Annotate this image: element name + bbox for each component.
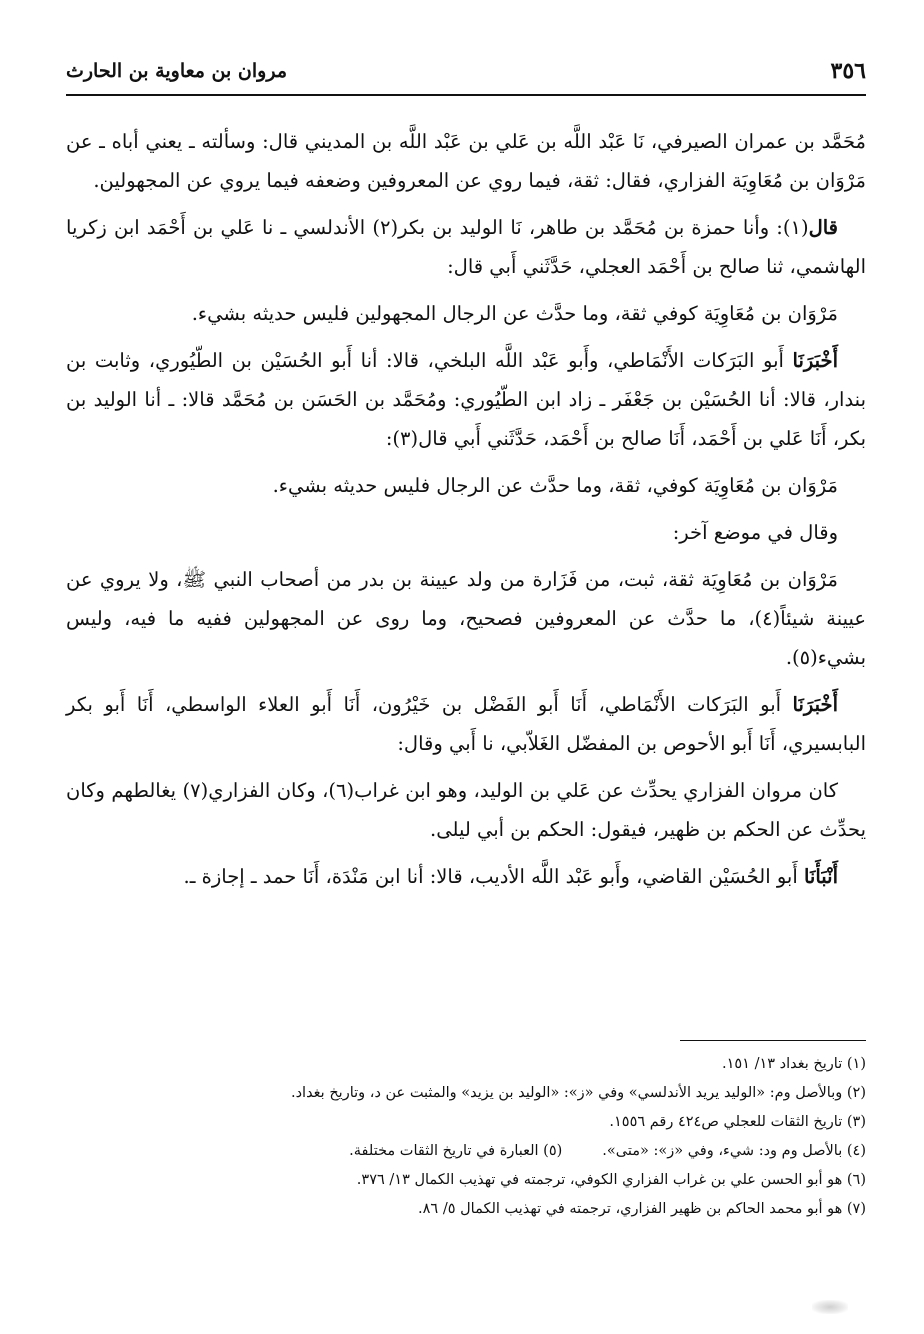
footnote-3: (٣) تاريخ الثقات للعجلي ص٤٢٤ رقم ١٥٥٦. [609,1114,866,1130]
paragraph-4 [66,341,866,458]
footnote-4: (٤) بالأصل وم ود: شيء، وفي «ز»: «متى». [602,1143,866,1159]
paragraph-text: أَبو الحُسَيْن القاضي، وأَبو عَبْد اللَّه الأديب، قالا: أنا ابن مَنْدَة، أَنَا حمد ـ إجازة ـ. [183,865,804,888]
paragraph-10 [66,857,866,896]
paragraph-2 [66,208,866,286]
paragraph-text: وقال في موضع آخر: [672,521,838,544]
paragraph-text: أَبو البَرَكات الأَنْمَاطي، أَنَا أَبو الفَضْل بن خَيْرُون، أَنَا أَبو العلاء الواسطي، أَنَا أَبو بكر البابسيري، أَنَا أَبو الأحوص بن المفضّل الغَلاّبي، نا أَبي وقال: [66,693,866,755]
paragraph-9 [66,771,866,849]
footnote-5: (٥) العبارة في تاريخ الثقات مختلفة. [349,1143,563,1159]
paragraph-6 [66,513,866,552]
page-header [66,52,866,92]
paragraph-5 [66,466,866,505]
footnote-6: (٦) هو أبو الحسن علي بن غراب الفزاري الكوفي، ترجمته في تهذيب الكمال ١٣/ ٣٧٦. [356,1172,866,1188]
footnote-1: (١) تاريخ بغداد ١٣/ ١٥١. [722,1056,866,1072]
page-number: ٣٥٦ [830,58,866,84]
main-text [66,122,866,904]
paragraph-lead: أَخْبَرَنَا [792,349,838,372]
footnote-7: (٧) هو أبو محمد الحاكم بن ظهير الفزاري، ترجمته في تهذيب الكمال ٥/ ٨٦. [418,1201,866,1217]
footnote-row-4-5 [140,1137,866,1166]
scan-smudge [812,1300,848,1314]
paragraph-text: مُحَمَّد بن عمران الصيرفي، نَا عَبْد اللَّه بن عَلي بن عَبْد اللَّه بن المديني قال: وسألته ـ يعني أباه ـ عن مَرْوَان بن مُعَاوِيَة الفزاري، فقال: ثقة، فيما روي عن المعروفين وضعفه فيما يروي عن المجهولين. [66,130,866,192]
paragraph-text: مَرْوَان بن مُعَاوِيَة كوفي ثقة، وما حدَّث عن الرجال المجهولين فليس حديثه بشيء. [191,302,838,325]
paragraph-lead: أَنْبَأَنَا [803,865,838,888]
paragraph-text: مَرْوَان بن مُعَاوِيَة كوفي، ثقة، وما حدَّث عن الرجال فليس حديثه بشيء. [272,474,838,497]
paragraph-3 [66,294,866,333]
paragraph-text: أَبو البَرَكات الأَنْمَاطي، وأَبو عَبْد اللَّه البلخي، قالا: أنا أَبو الحُسَيْن بن الطّيُوري، وثابت بن بندار، قالا: أنا الحُسَيْن بن جَعْفَر ـ زاد ابن الطّيُوري: ومُحَمَّد بن الحَسَن بن مُحَمَّد قالا: ـ أنا الوليد بن بكر، أَنَا عَلي بن أَحْمَد، أَنَا صالح بن أَحْمَد، حَدَّثَني أَبي قال(٣): [66,349,866,450]
header-rule [66,94,866,96]
footnote-rule [680,1040,866,1041]
paragraph-8 [66,685,866,763]
footnotes [140,1050,866,1224]
paragraph-lead: أَخْبَرَنَا [792,693,838,716]
paragraph-text: (١): وأنا حمزة بن مُحَمَّد بن طاهر، نَا الوليد بن بكر(٢) الأندلسي ـ نا عَلي بن أَحْمَد ابن زكريا الهاشمي، ثنا صالح بن أَحْمَد العجلي، حَدَّثَني أَبي قال: [66,216,866,278]
paragraph-text: كان مروان الفزاري يحدِّث عن عَلي بن الوليد، وهو ابن غراب(٦)، وكان الفزاري(٧) يغالطهم وكان يحدِّث عن الحكم بن ظهير، فيقول: الحكم بن أبي ليلى. [66,779,866,841]
footnote-2: (٢) وبالأصل وم: «الوليد يريد الأندلسي» وفي «ز»: «الوليد بن يزيد» والمثبت عن د، وتاريخ بغداد. [290,1085,866,1101]
paragraph-text: مَرْوَان بن مُعَاوِيَة ثقة، ثبت، من فَزَارة من ولد عيينة بن بدر من أصحاب النبي ﷺ، ولا يروي عن عيينة شيئاً(٤)، ما حدَّث عن المعروفين فصحيح، وما روى عن المجهولين ففيه ما فيه، وليس بشيء(٥). [66,568,866,669]
paragraph-1 [66,122,866,200]
paragraph-lead: قال [808,216,838,239]
paragraph-7 [66,560,866,677]
running-title: مروان بن معاوية بن الحارث [66,60,287,82]
